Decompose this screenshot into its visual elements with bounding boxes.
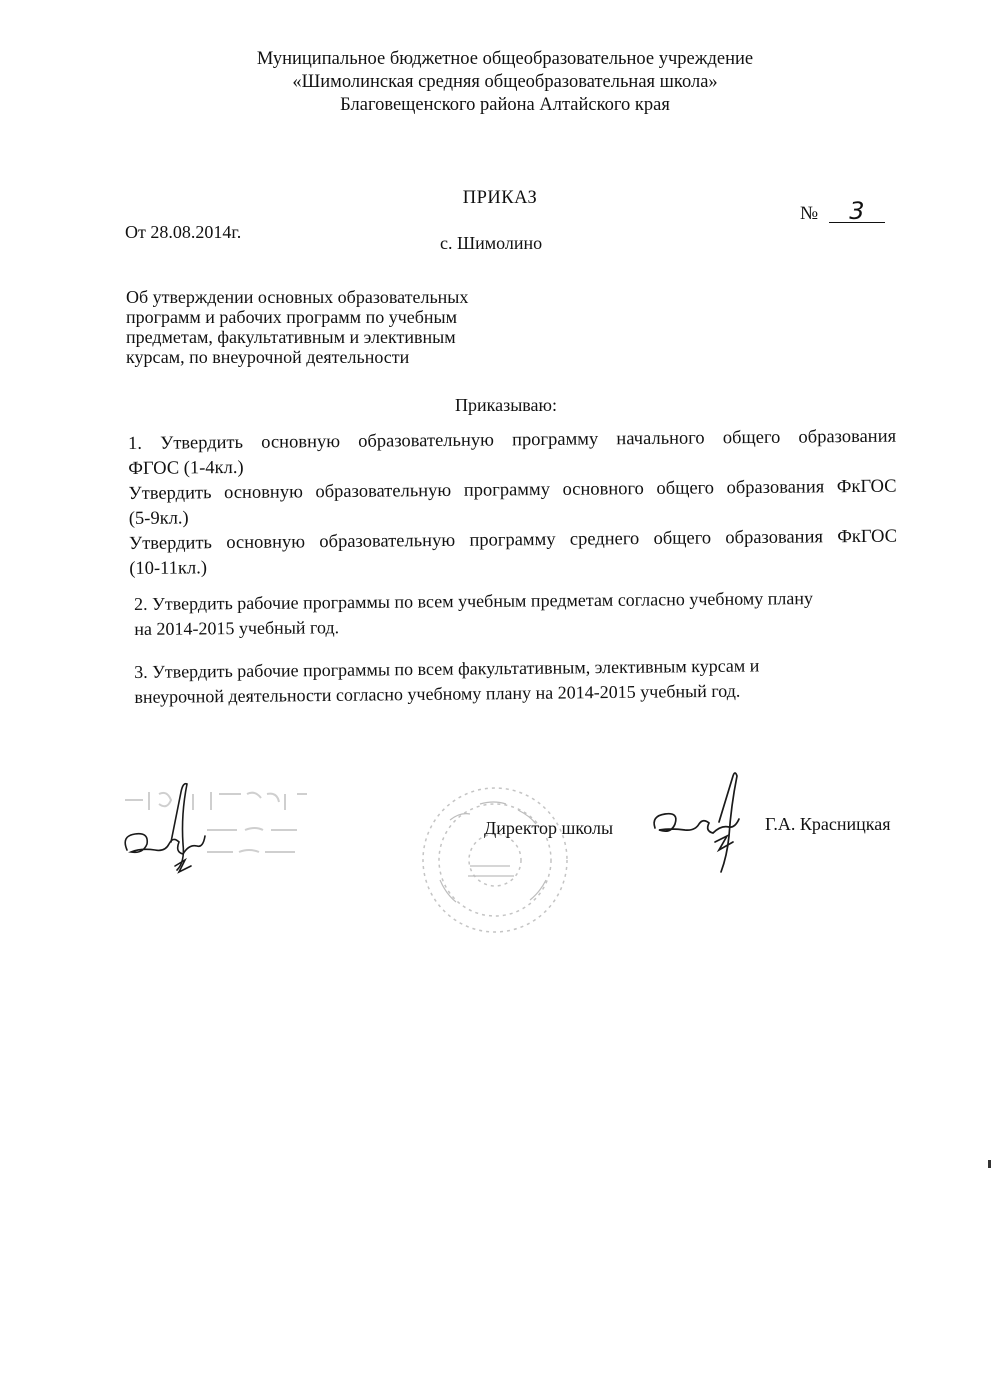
header-line-2: «Шимолинская средняя общеобразовательная школа» [292,72,718,92]
director-signature-graphic [645,772,755,887]
director-signature [645,772,755,892]
institution-header [160,48,850,117]
order-number [800,197,885,225]
item-1-line-2: ФГОС (1-4кл.) [128,457,244,479]
order-subject [126,287,526,367]
document-title: ПРИКАЗ [462,188,538,208]
order-date: От 28.08.2014г. [125,222,242,242]
subject-line-1: Об утверждении основных образовательных [126,287,469,307]
order-place: с. Шимолино [440,233,543,253]
item-2-line-2: на 2014-2015 учебный год. [134,617,340,639]
approval-stamp-graphic [115,780,315,890]
subject-line-4: курсам, по внеурочной деятельности [126,347,410,367]
order-item-3 [134,652,894,710]
director-position: Директор школы [484,818,614,838]
item-1-line-5: Утвердить основную образовательную программу среднего общего образования ФкГОС [128,526,898,554]
header-line-1: Муниципальное бюджетное общеобразовательное учреждение [256,49,754,69]
item-1-line-4: (5-9кл.) [128,508,189,529]
order-number-label: № [800,203,819,224]
order-number-value: 3 [829,200,885,223]
order-directive: Приказываю: [455,395,557,415]
director-name: Г.А. Красницкая [765,814,891,834]
item-3-line-1: 3. Утвердить рабочие программы по всем факультативным, элективным курсам и [134,655,760,682]
subject-line-2: программ и рабочих программ по учебным [126,307,458,327]
item-2-line-1: 2. Утвердить рабочие программы по всем учебным предметам согласно учебному плану [134,588,814,614]
order-item-1 [128,425,897,582]
round-seal [410,780,580,950]
round-seal-graphic [410,780,580,950]
item-1-line-3: Утвердить основную образовательную программу основного общего образования ФкГОС [128,476,897,504]
order-item-2 [134,585,894,642]
item-3-line-2: внеурочной деятельности согласно учебному плану на 2014-2015 учебный год. [134,680,741,707]
header-line-3: Благовещенского района Алтайского края [340,95,670,115]
subject-line-3: предметам, факультативным и элективным [126,327,456,347]
scan-mark [988,1160,991,1168]
item-1-line-1: 1. Утвердить основную образовательную программу начального общего образования [128,426,897,454]
approval-stamp [115,780,315,890]
item-1-line-6: (10-11кл.) [129,558,208,579]
